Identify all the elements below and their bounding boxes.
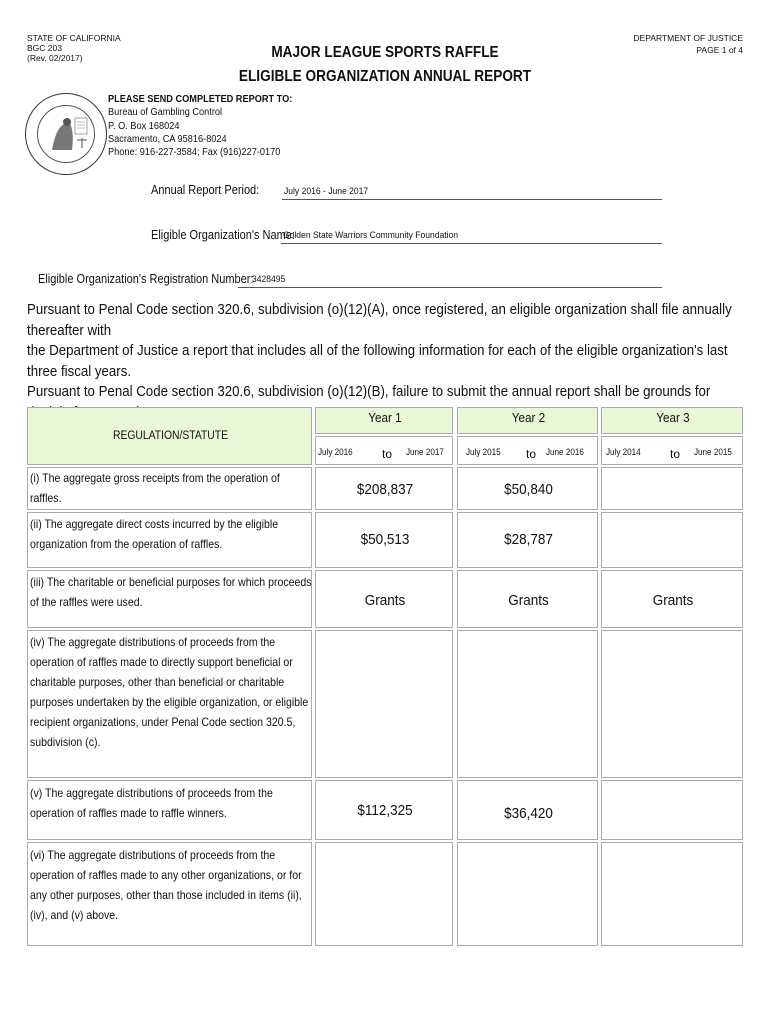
form-number: BGC 203	[27, 43, 62, 53]
row-5-text: (v) The aggregate distributions of proceeds from the operation of raffles made to raffle winners.	[30, 786, 273, 820]
table-row	[27, 780, 312, 840]
org-name-value: Golden State Warriors Community Foundation	[283, 230, 459, 241]
page-number: PAGE 1 of 4	[696, 45, 743, 55]
paragraph-line-3: Pursuant to Penal Code section 320.6, subdivision (o)(12)(B), failure to submit the annual report shall be grounds for	[27, 383, 711, 400]
table-row	[27, 570, 312, 628]
row-6-year-3-cell[interactable]	[601, 842, 743, 946]
address-line-2: P. O. Box 168024	[108, 120, 180, 132]
period-label: Annual Report Period:	[151, 183, 260, 197]
table-row	[27, 467, 312, 510]
page-subtitle: ELIGIBLE ORGANIZATION ANNUAL REPORT	[238, 68, 532, 85]
table-row	[27, 512, 312, 568]
row-4-year-1-cell[interactable]	[315, 630, 453, 778]
row-4-text: (iv) The aggregate distributions of proceeds from the operation of raffles made to directly support beneficial or charitable purposes, other than beneficial or charitable purposes undertaken by the eligible organization, or eligible recipient organizations, under Penal Code section 320.5, subdivision (c).	[30, 635, 309, 749]
year-3-to: June 2015	[694, 447, 732, 457]
row-5-year-1-cell[interactable]: $112,325	[315, 780, 453, 840]
period-value: July 2016 - June 2017	[284, 186, 369, 197]
mailing-address	[108, 93, 292, 159]
period-field[interactable]	[282, 186, 662, 200]
department-label: DEPARTMENT OF JUSTICE	[633, 33, 743, 43]
org-name-field[interactable]	[281, 230, 662, 244]
row-5-year-2-cell[interactable]: $36,420	[457, 780, 598, 840]
year-1-range	[315, 436, 453, 465]
year-2-range	[457, 436, 598, 465]
seal-figure-icon	[38, 106, 94, 162]
paragraph-line-1: Pursuant to Penal Code section 320.6, subdivision (o)(12)(A), once registered, an eligible organization shall file annually thereafter with	[27, 301, 732, 339]
year-1-to: June 2017	[406, 447, 444, 457]
row-2-year-3-cell[interactable]	[601, 512, 743, 568]
row-1-year-2-cell[interactable]: $50,840	[457, 467, 598, 510]
address-heading: PLEASE SEND COMPLETED REPORT TO:	[108, 94, 293, 105]
year-2-to-word: to	[526, 447, 537, 461]
org-name-label: Eligible Organization's Name:	[151, 228, 295, 242]
year-3-to-word: to	[670, 447, 681, 461]
row-6-year-1-cell[interactable]	[315, 842, 453, 946]
registration-field[interactable]	[238, 274, 662, 288]
year-1-to-word: to	[382, 447, 393, 461]
row-1-text: (i) The aggregate gross receipts from the operation of raffles.	[30, 471, 280, 505]
department-seal	[25, 93, 107, 175]
row-3-text: (iii) The charitable or beneficial purposes for which proceeds of the raffles were used.	[30, 575, 312, 609]
year-1-from: July 2016	[318, 447, 353, 457]
row-2-year-1-cell[interactable]: $50,513	[315, 512, 453, 568]
row-2-text: (ii) The aggregate direct costs incurred by the eligible organization from the operation of raffles.	[30, 517, 279, 551]
table-row	[27, 630, 312, 778]
year-3-from: July 2014	[606, 447, 641, 457]
row-1-year-1-cell[interactable]: $208,837	[315, 467, 453, 510]
row-4-year-3-cell[interactable]	[601, 630, 743, 778]
row-6-year-2-cell[interactable]	[457, 842, 598, 946]
row-5-year-3-cell[interactable]	[601, 780, 743, 840]
row-6-text: (vi) The aggregate distributions of proceeds from the operation of raffles made to any other organizations, or for any other purposes, other than those included in items (ii), (iv), and (v) above.	[30, 848, 302, 922]
registration-label: Eligible Organization's Registration Number:	[38, 272, 254, 286]
table-row	[27, 842, 312, 946]
row-4-year-2-cell[interactable]	[457, 630, 598, 778]
row-3-year-1-cell[interactable]: Grants	[315, 570, 453, 628]
registration-value: 3428495	[252, 274, 286, 285]
regulation-header: REGULATION/STATUTE	[27, 407, 312, 465]
year-3-header: Year 3	[601, 407, 743, 434]
state-label: STATE OF CALIFORNIA	[27, 33, 121, 43]
paragraph-line-2: the Department of Justice a report that includes all of the following information for each of the eligible organization's last three fiscal years.	[27, 342, 728, 380]
year-2-from: July 2015	[466, 447, 501, 457]
row-3-year-3-cell[interactable]: Grants	[601, 570, 743, 628]
revision-date: (Rev. 02/2017)	[27, 53, 83, 63]
year-2-to: June 2016	[546, 447, 584, 457]
page-title: MAJOR LEAGUE SPORTS RAFFLE	[271, 44, 499, 61]
row-2-year-2-cell[interactable]: $28,787	[457, 512, 598, 568]
address-line-3: Sacramento, CA 95816-8024	[108, 133, 227, 145]
year-3-range	[601, 436, 743, 465]
address-line-1: Bureau of Gambling Control	[108, 107, 223, 119]
row-3-year-2-cell[interactable]: Grants	[457, 570, 598, 628]
year-1-header: Year 1	[315, 407, 453, 434]
year-2-header: Year 2	[457, 407, 598, 434]
row-1-year-3-cell[interactable]	[601, 467, 743, 510]
address-line-4: Phone: 916-227-3584; Fax (916)227-0170	[108, 147, 281, 159]
